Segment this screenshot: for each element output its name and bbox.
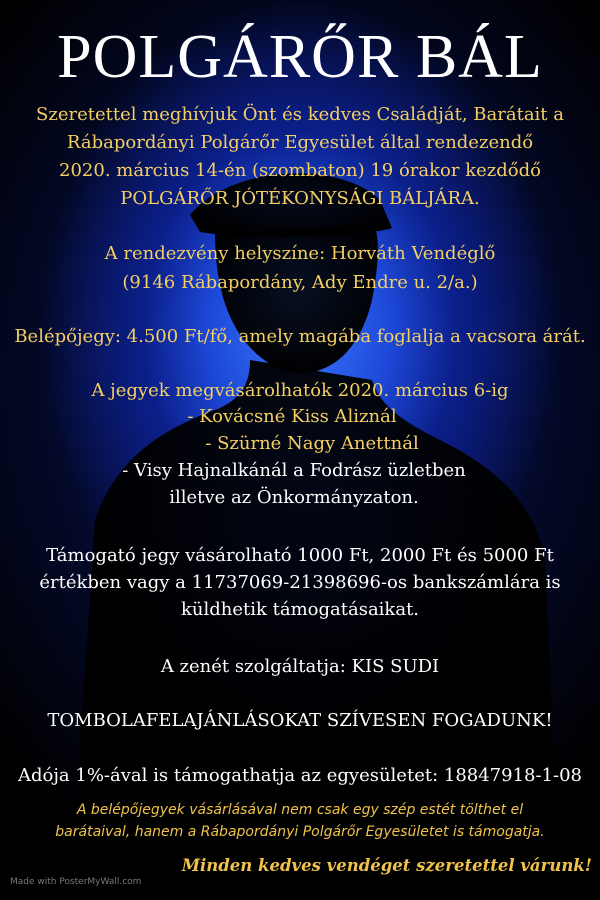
music-line: A zenét szolgáltatja: KIS SUDI <box>160 656 440 677</box>
invitation-line-4: POLGÁRŐR JÓTÉKONYSÁGI BÁLJÁRA. <box>120 188 480 209</box>
raffle-line: TOMBOLAFELAJÁNLÁSOKAT SZÍVESEN FOGADUNK! <box>47 710 553 731</box>
invitation-line-3: 2020. március 14-én (szombaton) 19 órakor kezdődő <box>59 160 541 181</box>
ticket-price: Belépőjegy: 4.500 Ft/fő, amely magába foglalja a vacsora árát. <box>14 326 586 347</box>
invitation-line-1: Szeretettel meghívjuk Önt és kedves Családját, Barátait a <box>36 104 564 125</box>
tax-line: Adója 1%-ával is támogathatja az egyesületet: 18847918-1-08 <box>17 765 583 786</box>
poster-title: POLGÁRŐR BÁL <box>57 23 543 91</box>
note-line-2: barátaival, hanem a Rábapordányi Polgárőr Egyesületet is támogatja. <box>55 824 545 840</box>
tickets-line-1: A jegyek megvásárolhatók 2020. március 6-ig <box>91 380 509 401</box>
tickets-seller-2: - Szürné Nagy Anettnál <box>205 433 419 454</box>
venue-line-2: (9146 Rábapordány, Ady Endre u. 2/a.) <box>122 272 478 293</box>
venue-line-1: A rendezvény helyszíne: Horváth Vendéglő <box>104 243 496 264</box>
closing-line: Minden kedves vendéget szeretettel várunk! <box>181 856 592 875</box>
support-line-3: küldhetik támogatásaikat. <box>180 599 420 620</box>
watermark-text: Made with PosterMyWall.com <box>10 877 142 887</box>
support-line-1: Támogató jegy vásárolható 1000 Ft, 2000 Ft és 5000 Ft <box>46 545 554 566</box>
tickets-line-5: illetve az Önkormányzaton. <box>169 487 419 508</box>
tickets-seller-1: - Kovácsné Kiss Aliznál <box>187 406 397 427</box>
support-line-2: értékben vagy a 11737069-21398696-os bankszámlára is <box>39 572 561 593</box>
tickets-seller-3: - Visy Hajnalkánál a Fodrász üzletben <box>122 460 466 481</box>
note-line-1: A belépőjegyek vásárlásával nem csak egy szép estét tölthet el <box>76 802 524 818</box>
invitation-line-2: Rábapordányi Polgárőr Egyesület által rendezendő <box>66 132 534 153</box>
